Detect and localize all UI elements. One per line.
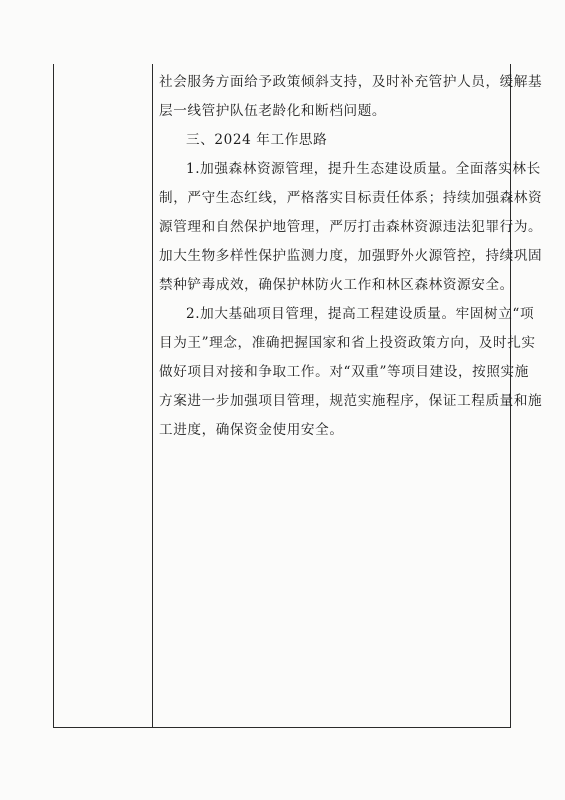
text-line: 禁种铲毒成效，确保护林防火工作和林区森林资源安全。: [159, 277, 514, 293]
text-line: 源管理和自然保护地管理，严厉打击森林资源违法犯罪行为。: [159, 219, 543, 235]
text-line: 层一线管护队伍老龄化和断档问题。: [159, 103, 387, 119]
text-line: 制，严守生态红线，严格落实目标责任体系；持续加强森林资: [159, 190, 543, 206]
paragraph-item-2: [159, 300, 543, 445]
paragraph-continued: [159, 68, 543, 126]
paragraph-item-1: [159, 155, 543, 300]
text-line: 2.加大基础项目管理，提高工程建设质量。牢固树立“项: [186, 306, 535, 322]
text-line: 做好项目对接和争取工作。对“双重”等项目建设，按照实施: [159, 364, 529, 380]
table-column-divider: [152, 64, 153, 728]
text-line: 社会服务方面给予政策倾斜支持，及时补充管护人员，缓解基: [159, 74, 543, 90]
text-line: 方案进一步加强项目管理，规范实施程序，保证工程质量和施: [159, 393, 543, 409]
text-line: 1.加强森林资源管理，提升生态建设质量。全面落实林长: [186, 161, 541, 177]
section-heading: [159, 126, 503, 155]
text-line: 加大生物多样性保护监测力度，加强野外火源管控，持续巩固: [159, 248, 543, 264]
heading-text: 三、2024 年工作思路: [186, 132, 328, 148]
text-line: 目为王”理念，准确把握国家和省上投资政策方向，及时扎实: [159, 335, 536, 351]
table-content-cell: [159, 68, 543, 445]
text-line: 工进度，确保资金使用安全。: [159, 422, 344, 438]
